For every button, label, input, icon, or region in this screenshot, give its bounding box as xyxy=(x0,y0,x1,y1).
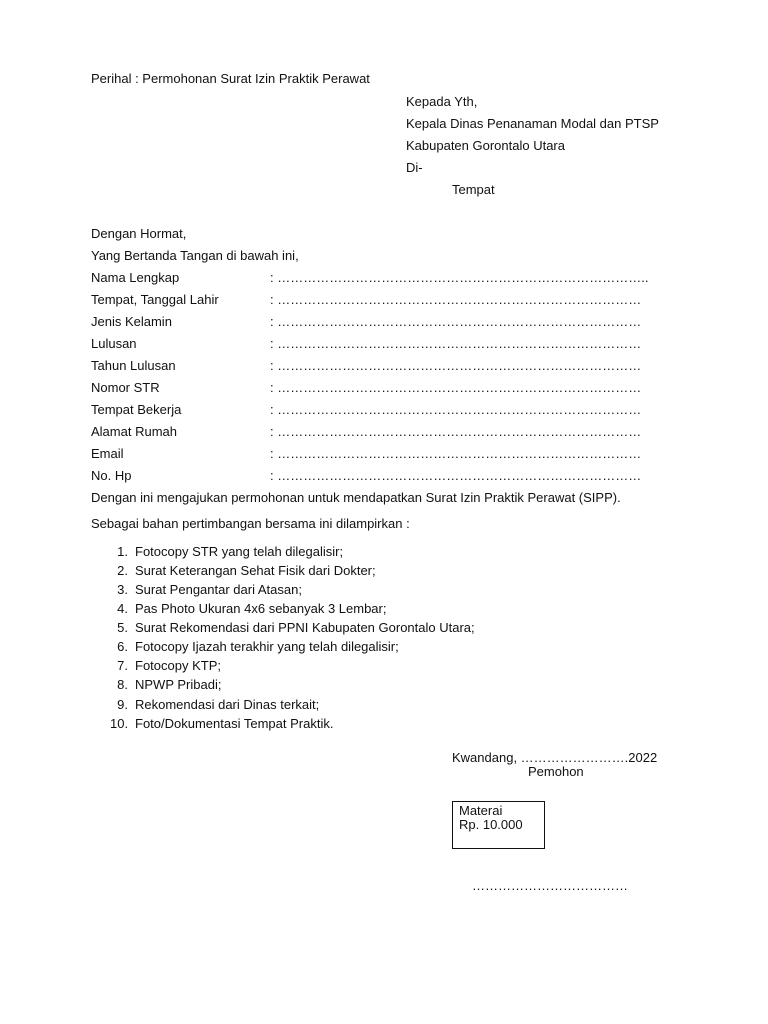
list-item: Surat Pengantar dari Atasan; xyxy=(135,582,302,597)
greeting: Dengan Hormat, xyxy=(91,226,187,241)
recipient-place: Tempat xyxy=(452,182,495,197)
field-value: : ………………………………………………………………………… xyxy=(270,380,642,395)
signer-name-line: ……………………………… xyxy=(472,878,628,893)
field-label: Tahun Lulusan xyxy=(91,358,176,373)
place-date: Kwandang, …………………….2022 xyxy=(452,750,658,765)
signer-role: Pemohon xyxy=(528,764,584,779)
list-item-number: 6. xyxy=(117,639,128,654)
list-item-number: 2. xyxy=(117,563,128,578)
intro-line: Yang Bertanda Tangan di bawah ini, xyxy=(91,248,299,263)
field-value: : ………………………………………………………………………… xyxy=(270,292,642,307)
field-label: Tempat Bekerja xyxy=(91,402,182,417)
field-label: Lulusan xyxy=(91,336,137,351)
list-item: NPWP Pribadi; xyxy=(135,677,222,692)
list-item-number: 10. xyxy=(110,716,129,731)
field-value: : ………………………………………………………………………… xyxy=(270,358,642,373)
list-item: Foto/Dokumentasi Tempat Praktik. xyxy=(135,716,334,731)
list-item: Fotocopy KTP; xyxy=(135,658,221,673)
field-value: : ………………………………………………………………………… xyxy=(270,336,642,351)
subject-line: Perihal : Permohonan Surat Izin Praktik Perawat xyxy=(91,71,370,86)
list-item-number: 4. xyxy=(117,601,128,616)
materai-stamp-box xyxy=(452,801,545,849)
list-item-number: 5. xyxy=(117,620,128,635)
list-item-number: 7. xyxy=(117,658,128,673)
list-item-number: 8. xyxy=(117,677,128,692)
field-value: : ………………………………………………………………………… xyxy=(270,402,642,417)
field-value: : ………………………………………………………………………… xyxy=(270,314,642,329)
recipient-di: Di- xyxy=(406,160,423,175)
field-value: : ………………………………………………………………………… xyxy=(270,446,642,461)
field-label: No. Hp xyxy=(91,468,132,483)
field-label: Alamat Rumah xyxy=(91,424,177,439)
field-value: : ………………………………………………………………………… xyxy=(270,468,642,483)
list-item: Surat Keterangan Sehat Fisik dari Dokter; xyxy=(135,563,376,578)
materai-label: Materai xyxy=(459,803,503,818)
list-item-number: 9. xyxy=(117,697,128,712)
list-item: Surat Rekomendasi dari PPNI Kabupaten Gorontalo Utara; xyxy=(135,620,475,635)
list-item: Fotocopy Ijazah terakhir yang telah dilegalisir; xyxy=(135,639,399,654)
recipient-office: Kepala Dinas Penanaman Modal dan PTSP xyxy=(406,116,659,131)
materai-amount: Rp. 10.000 xyxy=(459,817,523,832)
attachments-intro: Sebagai bahan pertimbangan bersama ini dilampirkan : xyxy=(91,516,410,531)
list-item: Fotocopy STR yang telah dilegalisir; xyxy=(135,544,344,559)
field-label: Nomor STR xyxy=(91,380,160,395)
list-item-number: 3. xyxy=(117,582,128,597)
field-label: Email xyxy=(91,446,124,461)
request-statement: Dengan ini mengajukan permohonan untuk mendapatkan Surat Izin Praktik Perawat (SIPP). xyxy=(91,490,621,505)
list-item: Pas Photo Ukuran 4x6 sebanyak 3 Lembar; xyxy=(135,601,387,616)
field-label: Jenis Kelamin xyxy=(91,314,172,329)
list-item-number: 1. xyxy=(117,544,128,559)
recipient-region: Kabupaten Gorontalo Utara xyxy=(406,138,565,153)
field-value: : ………………………………………………………………………… xyxy=(270,424,642,439)
recipient-salutation: Kepada Yth, xyxy=(406,94,478,109)
field-value: : ………………………………………………………………………….. xyxy=(270,270,649,285)
field-label: Nama Lengkap xyxy=(91,270,180,285)
field-label: Tempat, Tanggal Lahir xyxy=(91,292,219,307)
list-item: Rekomendasi dari Dinas terkait; xyxy=(135,697,320,712)
